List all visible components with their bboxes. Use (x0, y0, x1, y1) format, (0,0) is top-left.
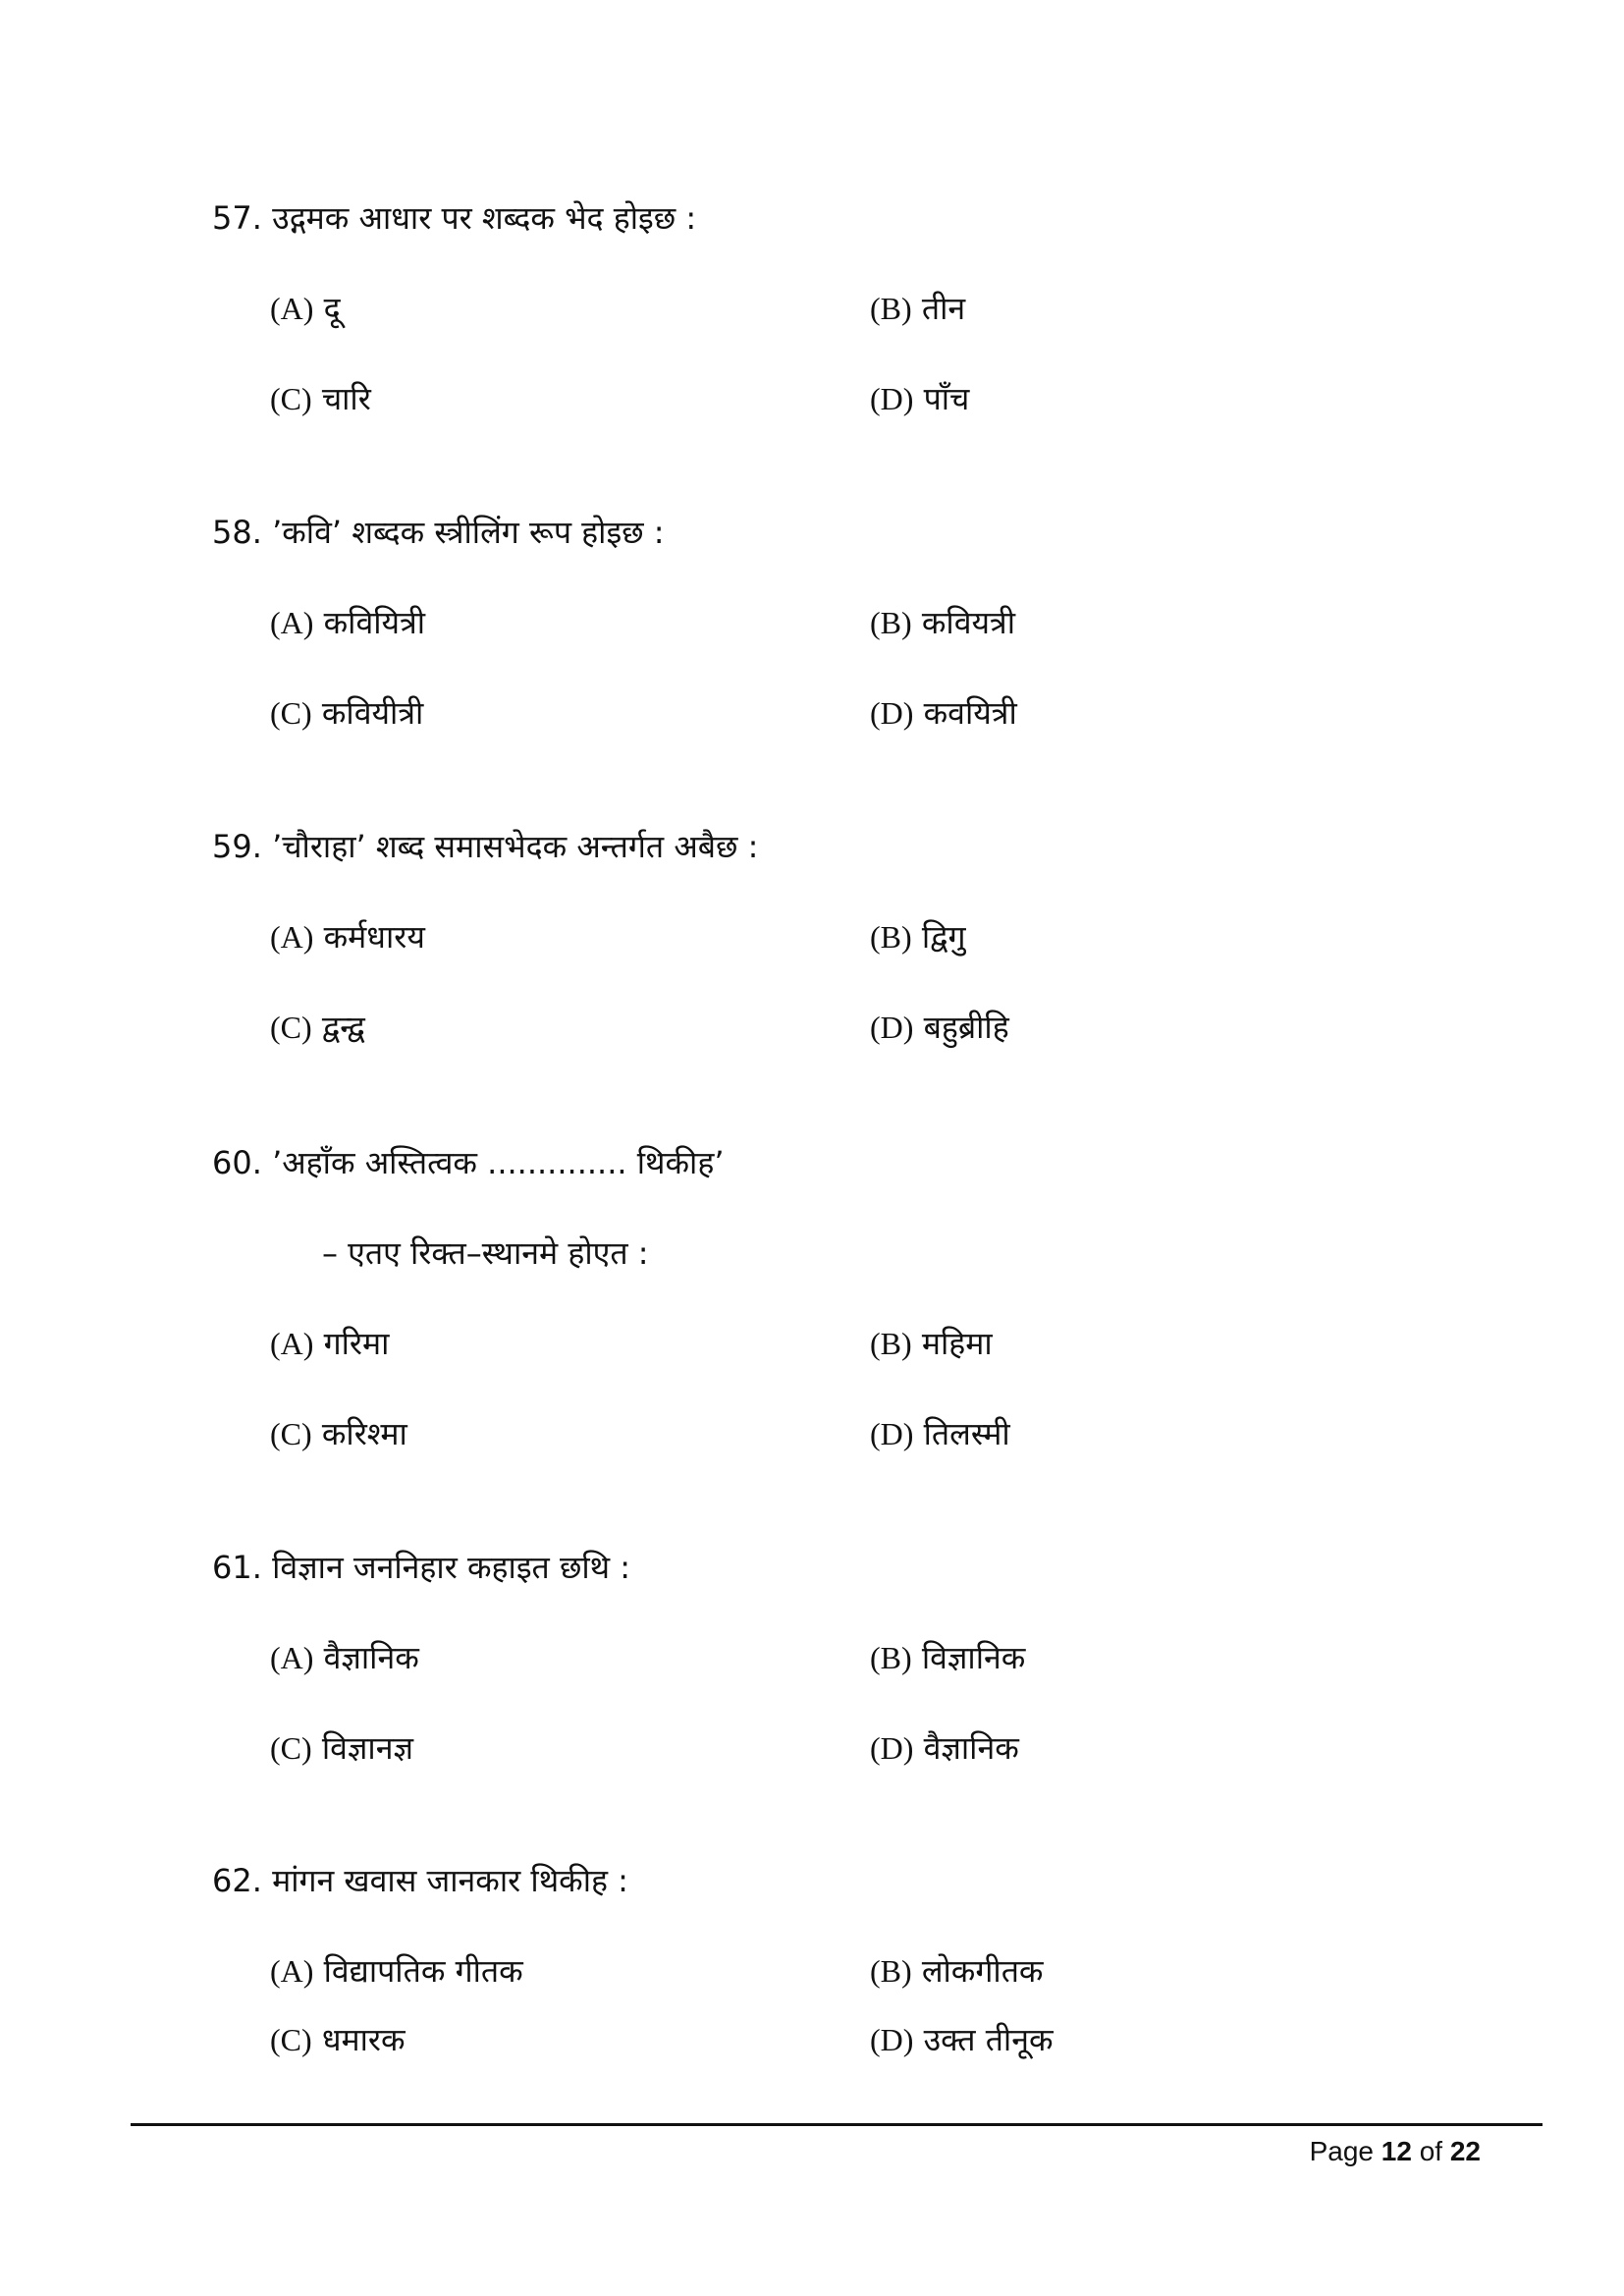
question-57 (212, 198, 1489, 418)
question-number: 59. (212, 828, 262, 865)
page-number (1310, 2136, 1481, 2167)
option-b (870, 1638, 1025, 1677)
option-d (870, 1728, 1019, 1768)
option-b (870, 603, 1015, 642)
option-letter: (D) (870, 1010, 914, 1045)
option-text: द्विगु (921, 918, 966, 956)
question-stem (212, 1143, 1489, 1182)
option-text: धमारक (321, 2021, 406, 2058)
option-text: कर्मधारय (323, 918, 425, 956)
option-a (270, 289, 341, 328)
question-60 (212, 1143, 1489, 1453)
option-b (870, 289, 965, 328)
option-d (870, 1414, 1010, 1453)
option-letter: (A) (270, 291, 314, 326)
page-word: Page (1309, 2136, 1374, 2166)
page-current: 12 (1380, 2136, 1412, 2166)
option-text: महिमा (921, 1325, 993, 1362)
option-letter: (D) (870, 381, 914, 416)
option-c (270, 2020, 406, 2059)
option-text: गरिमा (323, 1325, 390, 1362)
option-letter: (C) (270, 1730, 312, 1766)
option-text: चारि (321, 380, 371, 417)
option-text: पाँच (923, 380, 970, 417)
question-61 (212, 1548, 1489, 1768)
option-text: दू (323, 290, 341, 327)
question-59 (212, 827, 1489, 1047)
option-text: विद्यापतिक गीतक (323, 1952, 523, 1990)
option-d (870, 379, 969, 418)
question-number: 57. (212, 199, 262, 237)
question-number: 58. (212, 514, 262, 551)
question-text: ’कवि’ शब्दक स्त्रीलिंग रूप होइछ : (272, 514, 665, 551)
option-c (270, 1414, 407, 1453)
option-letter: (A) (270, 1953, 314, 1989)
question-text: विज्ञान जननिहार कहाइत छथि : (272, 1549, 631, 1586)
question-stem (212, 198, 1489, 238)
option-letter: (B) (870, 1640, 912, 1675)
option-a (270, 917, 425, 957)
page-total: 22 (1449, 2136, 1481, 2166)
option-letter: (D) (870, 1730, 914, 1766)
option-c (270, 1728, 413, 1768)
option-text: लोकगीतक (921, 1952, 1044, 1990)
question-number: 60. (212, 1144, 262, 1181)
option-a (270, 1638, 419, 1677)
option-letter: (A) (270, 1640, 314, 1675)
question-62 (212, 1861, 1489, 2059)
option-c (270, 1008, 365, 1047)
question-number: 61. (212, 1549, 262, 1586)
option-text: करिश्मा (321, 1415, 407, 1452)
option-b (870, 1324, 993, 1363)
option-a (270, 1951, 523, 1991)
option-letter: (C) (270, 695, 312, 731)
question-text: मांगन खवास जानकार थिकीह : (272, 1862, 628, 1899)
option-letter: (B) (870, 1326, 912, 1361)
option-text: विज्ञानज्ञ (321, 1729, 413, 1767)
option-text: तीन (921, 290, 966, 327)
question-stem (212, 513, 1489, 552)
option-letter: (B) (870, 919, 912, 955)
option-text: कवियत्री (921, 604, 1015, 641)
question-text: उद्गमक आधार पर शब्दक भेद होइछ : (272, 199, 697, 237)
question-text: ’चौराहा’ शब्द समासभेदक अन्तर्गत अबैछ : (272, 828, 759, 865)
option-letter: (B) (870, 605, 912, 640)
option-letter: (A) (270, 919, 314, 955)
option-letter: (C) (270, 1416, 312, 1451)
option-b (870, 1951, 1044, 1991)
question-number: 62. (212, 1862, 262, 1899)
option-c (270, 693, 423, 733)
option-a (270, 603, 425, 642)
option-text: कवियीत्री (321, 694, 424, 732)
option-text: बहुब्रीहि (923, 1009, 1009, 1046)
option-letter: (A) (270, 1326, 314, 1361)
question-stem (212, 1548, 1489, 1587)
footer-divider (131, 2123, 1543, 2126)
option-letter: (D) (870, 2022, 914, 2057)
option-letter: (D) (870, 1416, 914, 1451)
option-letter: (C) (270, 1010, 312, 1045)
option-text: द्वन्द्व (321, 1009, 365, 1046)
of-word: of (1419, 2136, 1443, 2166)
option-text: विज्ञानिक (921, 1639, 1026, 1676)
question-stem (212, 1861, 1489, 1900)
option-letter: (D) (870, 695, 914, 731)
question-stem (212, 827, 1489, 866)
option-c (270, 379, 371, 418)
option-text: तिलस्मी (923, 1415, 1010, 1452)
option-letter: (A) (270, 605, 314, 640)
option-text: कवियित्री (323, 604, 426, 641)
option-letter: (B) (870, 291, 912, 326)
question-subtext: – एतए रिक्त–स्थानमे होएत : (322, 1234, 649, 1272)
option-text: कवयित्री (923, 694, 1017, 732)
question-text: ’अहाँक अस्तित्वक .............. थिकीह’ (272, 1144, 725, 1181)
option-letter: (C) (270, 2022, 312, 2057)
option-d (870, 2020, 1054, 2059)
option-text: वैज्ञानिक (923, 1729, 1019, 1767)
option-a (270, 1324, 389, 1363)
option-text: उक्त तीनूक (923, 2021, 1054, 2058)
option-b (870, 917, 966, 957)
option-d (870, 693, 1017, 733)
option-text: वैज्ञानिक (323, 1639, 419, 1676)
option-letter: (B) (870, 1953, 912, 1989)
option-d (870, 1008, 1009, 1047)
option-letter: (C) (270, 381, 312, 416)
question-58 (212, 513, 1489, 733)
